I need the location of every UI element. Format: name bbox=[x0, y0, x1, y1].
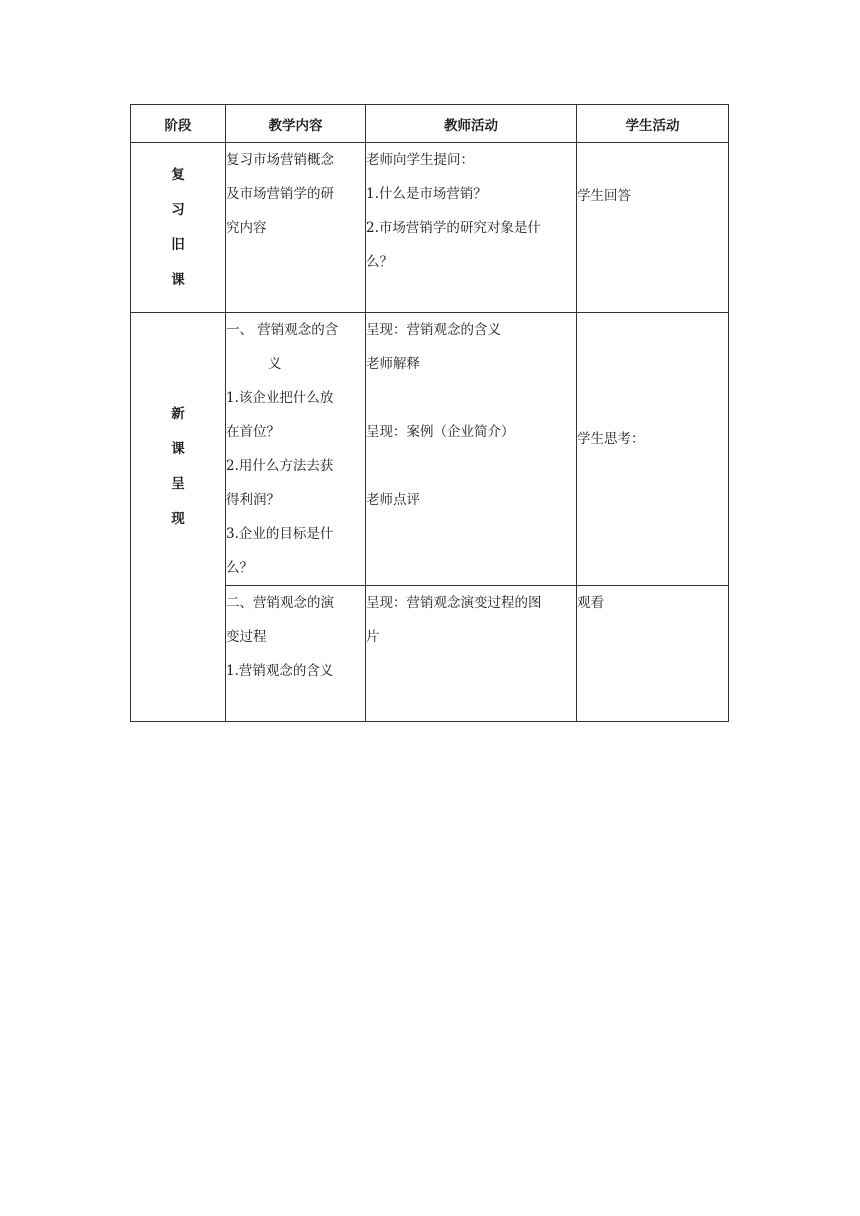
stage-char: 复 bbox=[171, 166, 185, 183]
teacher-line: 呈现：营销观念演变过程的图 bbox=[366, 595, 542, 611]
spacer bbox=[366, 449, 576, 483]
content-cell-concept bbox=[226, 313, 366, 586]
content-line: 3.企业的目标是什 bbox=[226, 526, 334, 542]
content-line: 及市场营销学的研 bbox=[226, 186, 334, 202]
student-cell-review bbox=[577, 143, 729, 313]
teacher-line: 1.什么是市场营销？ bbox=[366, 186, 487, 202]
content-cell-review bbox=[226, 143, 366, 313]
teacher-cell-evolution bbox=[366, 586, 577, 722]
teacher-cell-concept bbox=[366, 313, 577, 586]
content-line: 2.用什么方法去获 bbox=[226, 458, 334, 474]
teacher-line: 老师解释 bbox=[366, 356, 420, 372]
teacher-line: 片 bbox=[366, 629, 380, 645]
student-line: 观看 bbox=[577, 595, 604, 611]
table-row-review bbox=[131, 143, 729, 313]
header-student: 学生活动 bbox=[577, 105, 729, 143]
stage-char: 旧 bbox=[171, 236, 185, 253]
content-cell-evolution bbox=[226, 586, 366, 722]
lesson-plan-table bbox=[130, 104, 729, 722]
content-line: 得利润？ bbox=[226, 492, 280, 508]
stage-char: 课 bbox=[171, 441, 185, 457]
stage-cell-new-lesson bbox=[131, 313, 226, 722]
teacher-line: 2.市场营销学的研究对象是什 bbox=[366, 220, 541, 236]
student-cell-evolution bbox=[577, 586, 729, 722]
stage-char: 课 bbox=[171, 271, 185, 288]
content-line: 二、营销观念的演 bbox=[226, 595, 334, 611]
content-line: 义 bbox=[268, 356, 282, 372]
teacher-line: 老师向学生提问： bbox=[366, 152, 474, 168]
stage-char: 现 bbox=[171, 511, 185, 527]
student-cell-concept bbox=[577, 313, 729, 586]
teacher-cell-review bbox=[366, 143, 577, 313]
table-row-new-lesson-1 bbox=[131, 313, 729, 586]
content-line: 变过程 bbox=[226, 629, 267, 645]
header-row bbox=[131, 105, 729, 143]
stage-char: 习 bbox=[171, 201, 185, 218]
teacher-line: 么？ bbox=[366, 254, 393, 270]
teacher-line: 呈现：案例（企业简介） bbox=[366, 424, 515, 440]
teacher-line: 呈现：营销观念的含义 bbox=[366, 322, 501, 338]
header-teacher: 教师活动 bbox=[366, 105, 577, 143]
student-line: 学生回答 bbox=[577, 188, 631, 204]
content-line: 复习市场营销概念 bbox=[226, 152, 334, 168]
content-line: 在首位？ bbox=[226, 424, 280, 440]
student-line: 学生思考： bbox=[577, 431, 645, 447]
stage-cell-review bbox=[131, 143, 226, 313]
header-content: 教学内容 bbox=[226, 105, 366, 143]
content-line: 么？ bbox=[226, 560, 253, 576]
content-line: 1.该企业把什么放 bbox=[226, 390, 334, 406]
teacher-line: 老师点评 bbox=[366, 492, 420, 508]
content-line: 1.营销观念的含义 bbox=[226, 663, 334, 679]
header-stage: 阶段 bbox=[131, 105, 226, 143]
spacer bbox=[366, 381, 576, 415]
stage-char: 呈 bbox=[171, 476, 185, 492]
content-line: 究内容 bbox=[226, 220, 267, 236]
stage-char: 新 bbox=[171, 406, 185, 422]
content-line: 一、 营销观念的含 bbox=[226, 322, 339, 338]
